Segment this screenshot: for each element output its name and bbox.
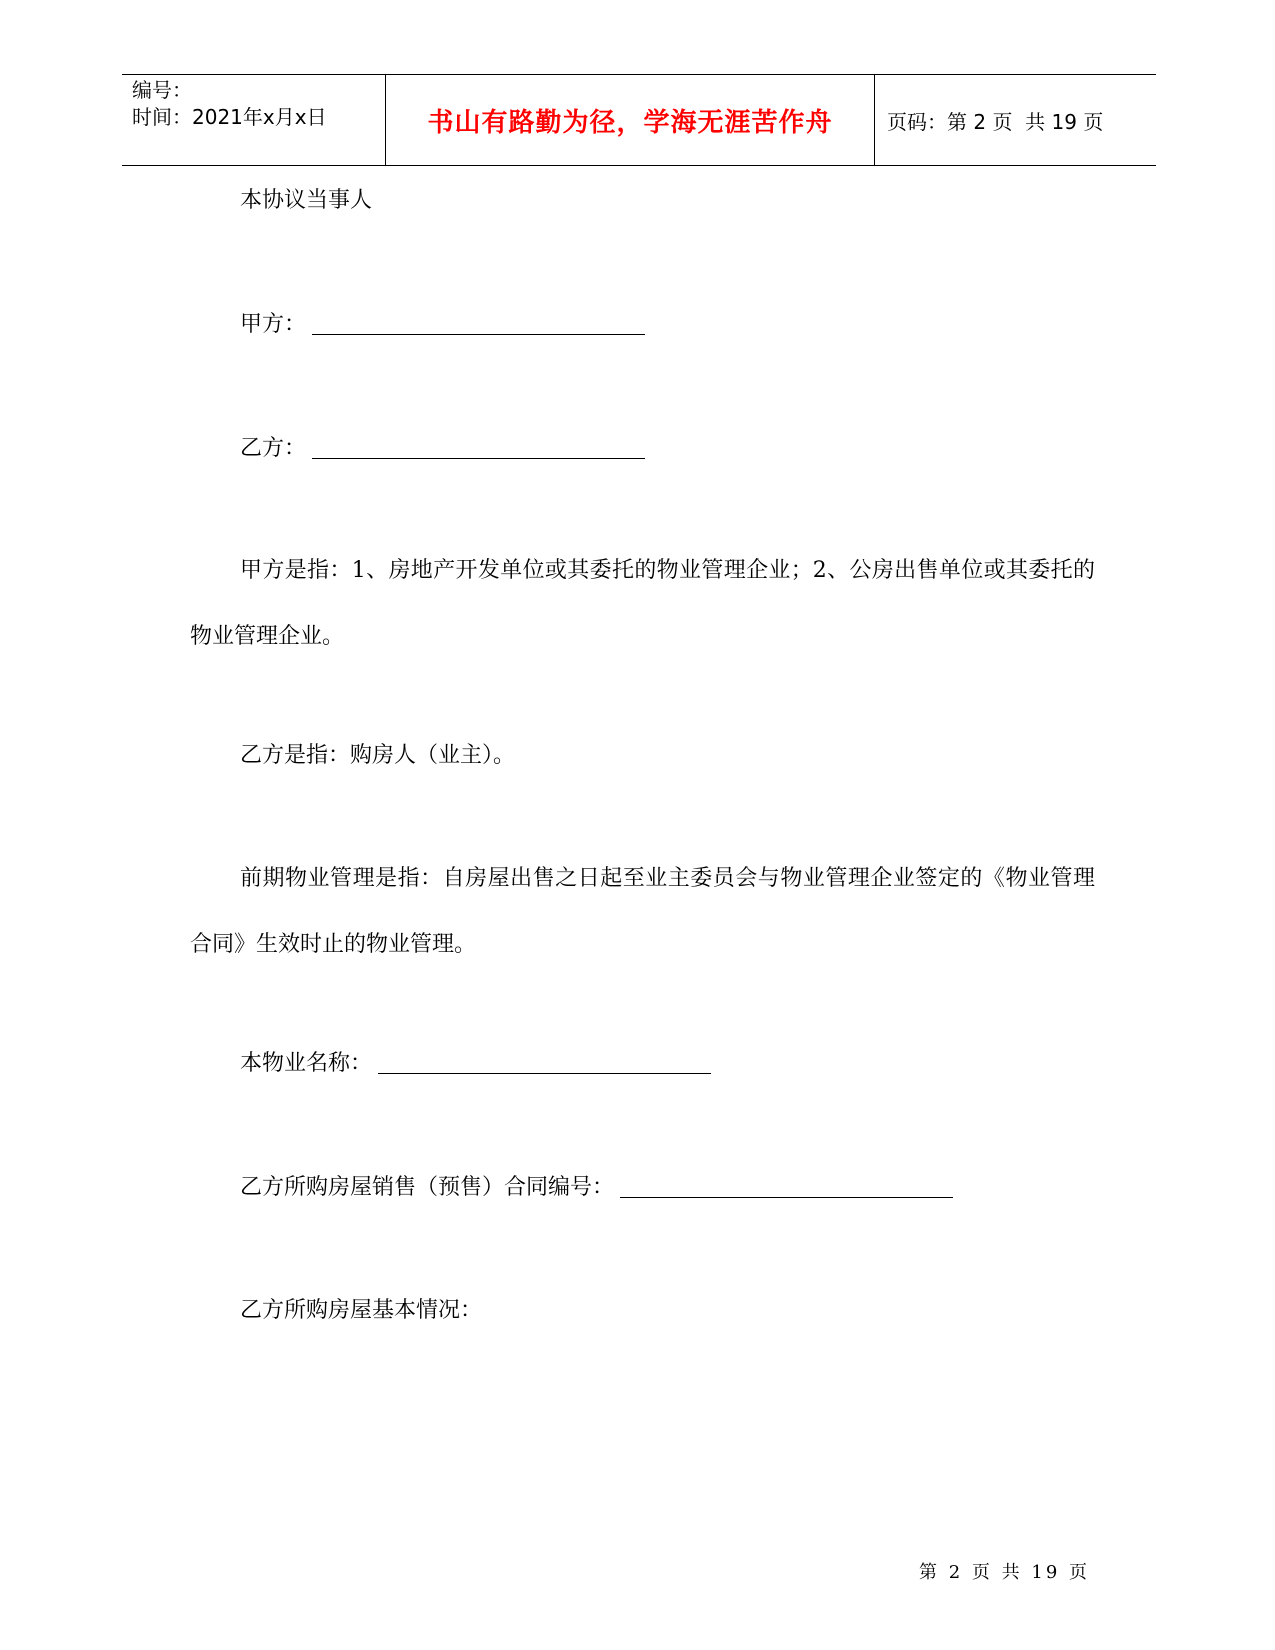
party-b-field <box>240 416 645 482</box>
party-a-blank-line <box>312 334 645 335</box>
party-a-label: 甲方： <box>240 312 307 337</box>
preliminary-management-definition: 前期物业管理是指：自房屋出售之日起至业主委员会与物业管理企业签定的《物业管理合同》生效时止的物业管理。 <box>190 866 1095 957</box>
contract-number-field <box>240 1155 953 1221</box>
header-motto: 书山有路勤为径，学海无涯苦作舟 <box>386 75 875 165</box>
contract-number-blank-line <box>620 1197 953 1198</box>
property-name-blank-line <box>378 1073 711 1074</box>
page-footer: 第 2 页 共 19 页 <box>919 1562 1090 1583</box>
header-page-info <box>875 75 1156 165</box>
document-number-label: 编号： <box>132 78 192 102</box>
document-time-label: 时间：2021年x月x日 <box>132 105 327 129</box>
party-a-definition: 甲方是指：1、房地产开发单位或其委托的物业管理企业；2、公房出售单位或其委托的物业管理企业。 <box>190 558 1095 649</box>
page-header <box>122 74 1156 166</box>
parties-heading: 本协议当事人 <box>240 188 373 213</box>
contract-number-label: 乙方所购房屋销售（预售）合同编号： <box>240 1175 615 1200</box>
party-a-field <box>240 292 645 358</box>
party-b-definition: 乙方是指：购房人（业主）。 <box>240 743 516 768</box>
header-meta <box>122 75 386 165</box>
party-b-label: 乙方： <box>240 436 307 461</box>
house-basic-info-label: 乙方所购房屋基本情况： <box>240 1298 483 1323</box>
header-page-label: 页码：第 2 页 共 19 页 <box>887 109 1104 134</box>
property-name-label: 本物业名称： <box>240 1051 373 1076</box>
party-b-blank-line <box>312 458 645 459</box>
property-name-field <box>240 1031 711 1097</box>
